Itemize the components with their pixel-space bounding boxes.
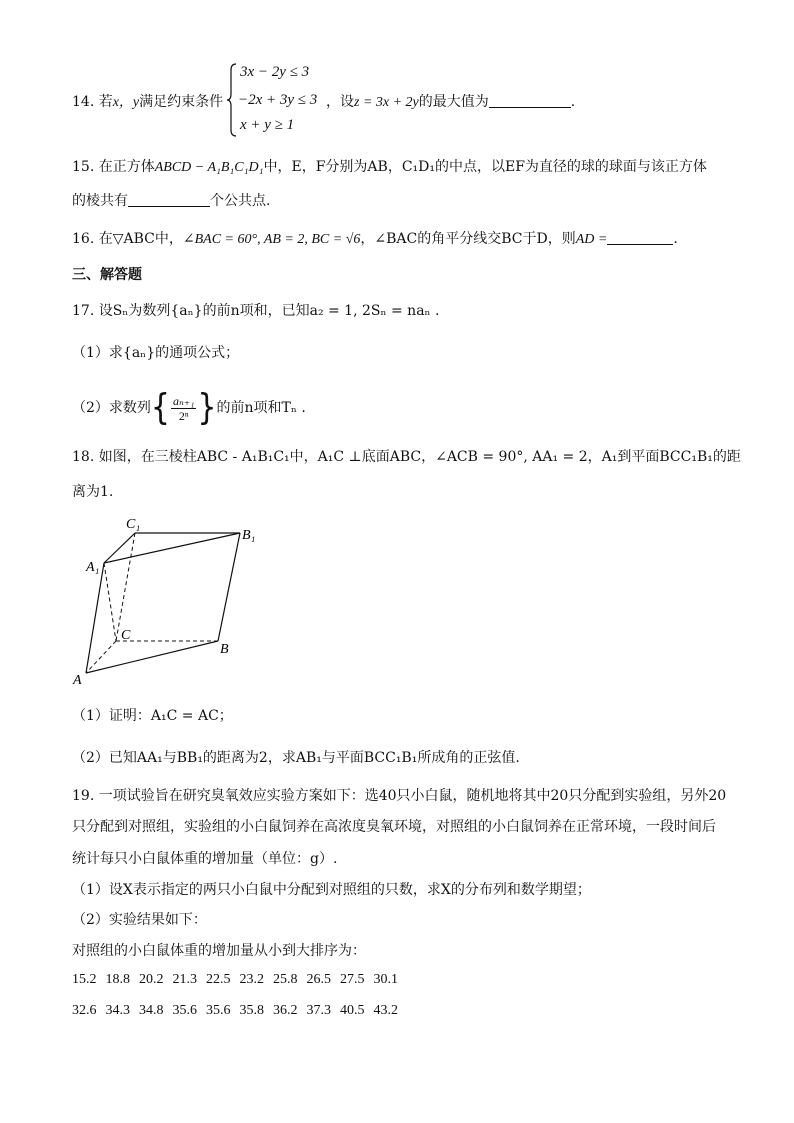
data-value: 35.8 [239,1003,264,1018]
q17-fraction-denominator: 2ⁿ [178,408,189,423]
q15-mid: 中，E，F分别为AB，C₁D₁的中点，以EF为直径的球的球面与该正方体 [263,159,707,175]
data-value: 22.5 [206,972,231,987]
q19-table-caption: 对照组的小白鼠体重的增加量从小到大排序为： [72,943,366,959]
q19-line-1: 19. 一项试验旨在研究臭氧效应实验方案如下：选40只小白鼠，随机地将其中20只分配到实验组，另外20 [72,788,727,804]
q18-line-1: 18. 如图，在三棱柱ABC - A₁B₁C₁中，A₁C ⊥底面ABC，∠ACB = 90°, AA₁ = 2，A₁到平面BCC₁B₁的距 [72,449,741,465]
q16-line [72,229,678,250]
q16-mid: ，∠BAC的角平分线交BC于D，则 [360,231,576,247]
q16-given: ∠BAC = 60°, AB = 2, BC = √6 [182,232,361,247]
data-value: 26.5 [306,972,331,987]
q19-data-row-2 [72,1003,407,1019]
q15-cube: ABCD − A₁B₁C₁D₁ [154,160,264,175]
q19-part-2: （2）实验结果如下： [72,912,207,928]
q15-answer-blank[interactable] [128,192,210,207]
q16-end: . [673,231,678,247]
label-a: A [73,673,82,688]
data-value: 35.6 [172,1003,197,1018]
q14-answer-blank[interactable] [489,93,571,108]
data-value: 20.2 [139,972,164,987]
q15-line-2 [72,191,270,211]
q14-rest [326,92,575,113]
data-value: 34.3 [105,1003,130,1018]
data-value: 25.8 [273,972,298,987]
data-value: 36.2 [273,1003,298,1018]
q15-line2-prefix: 的棱共有 [72,193,128,209]
q17-left-brace: { [150,386,171,429]
q17-p2-suffix: 的前n项和Tₙ . [216,400,306,416]
data-value: 18.8 [105,972,130,987]
q16-ask: AD = [575,232,608,247]
q15-line2-suffix: 个公共点. [210,193,271,209]
prism-figure [70,513,270,688]
q14-objective: z = 3x + 2y [354,95,419,110]
section-heading: 三、解答题 [72,267,142,283]
edge-a1-c [104,563,116,641]
q14-suffix: 的最大值为 [418,94,489,110]
q14-constraint-1: 3x − 2y ≤ 3 [240,64,310,80]
q18-part-1: （1）证明：A₁C = AC； [72,708,233,724]
data-value: 43.2 [373,1003,398,1018]
q18-line-2: 离为1. [72,484,114,500]
q14-system-brace [226,62,238,138]
q14-vars: x，y [112,95,140,110]
label-b: B [220,642,229,657]
q14-after: ，设 [326,94,354,110]
q15-prefix: 15. 在正方体 [72,159,155,175]
data-value: 40.5 [340,1003,365,1018]
edge-b1-b [218,533,240,641]
q19-part-1: （1）设X表示指定的两只小白鼠中分配到对照组的只数，求X的分布列和数学期望； [72,882,591,898]
q14-line [72,92,223,113]
q18-part-2: （2）已知AA₁与BB₁的距离为2，求AB₁与平面BCC₁B₁所成角的正弦值. [72,750,520,766]
data-value: 32.6 [72,1003,97,1018]
q17-fraction [171,394,196,423]
data-value: 21.3 [172,972,197,987]
q14-constraint-3: x + y ≥ 1 [240,117,295,133]
label-c1: C₁ [126,517,141,532]
q14-prefix: 14. 若 [72,94,113,110]
q16-answer-blank[interactable] [607,230,673,245]
q14-end: . [570,94,576,110]
q19-line-2: 只分配到对照组，实验组的小白鼠饲养在高浓度臭氧环境，对照组的小白鼠饲养在正常环境，一段时间后 [72,819,716,835]
q17-stem: 17. 设Sₙ为数列{aₙ}的前n项和，已知a₂ = 1, 2Sₙ = naₙ . [72,303,440,319]
data-value: 27.5 [340,972,365,987]
data-value: 30.1 [373,972,398,987]
edge-c1-a1 [104,533,135,563]
edge-a1-b1 [104,533,240,563]
q17-right-brace: } [197,386,217,429]
q14-constraint-2: −2x + 3y ≤ 3 [238,92,318,108]
q17-part-1: （1）求{aₙ}的通项公式； [72,345,240,361]
data-value: 34.8 [139,1003,164,1018]
q17-part-2 [72,388,306,428]
q16-prefix: 16. 在▽ABC中， [72,231,183,247]
label-b1: B₁ [242,528,256,543]
q19-line-3: 统计每只小白鼠体重的增加量（单位：g）. [72,851,338,867]
data-value: 23.2 [239,972,264,987]
q14-condition-text: 满足约束条件 [139,94,224,110]
data-value: 15.2 [72,972,97,987]
q17-p2-prefix: （2）求数列 [72,400,151,416]
data-value: 37.3 [306,1003,331,1018]
q15-line-1 [72,157,707,178]
edge-a-b [86,641,218,673]
label-a1: A₁ [86,560,100,575]
q19-data-row-1 [72,972,407,988]
q17-fraction-numerator: aₙ₊₁ [173,393,195,408]
label-c: C [121,628,131,643]
data-value: 35.6 [206,1003,231,1018]
